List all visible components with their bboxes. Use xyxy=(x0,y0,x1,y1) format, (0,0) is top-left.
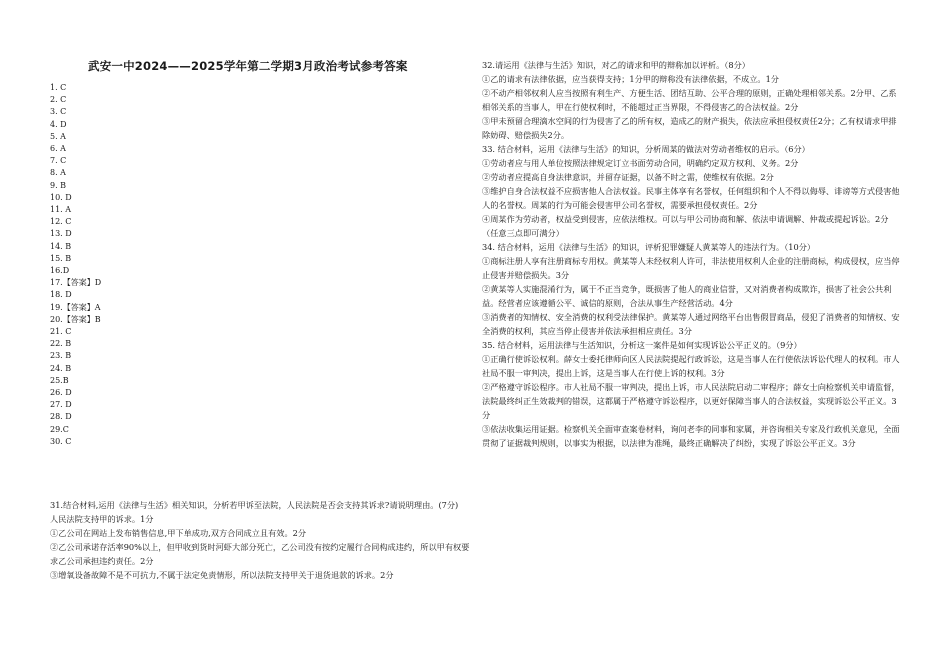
answer-item: 28. D xyxy=(50,412,72,422)
q32-answer-line: ①乙的请求有法律依据，应当获得支持；1分甲的辩称没有法律依据，不成立。1分 xyxy=(482,74,779,84)
answer-item: 30. C xyxy=(50,436,72,446)
question-31-answer xyxy=(50,512,470,582)
q31-answer-line: 人民法院支持甲的诉求。1分 xyxy=(50,514,154,524)
answer-item: 20.【答案】B xyxy=(50,314,101,324)
answer-item: 10. D xyxy=(50,192,72,202)
question-31-prompt: 31.结合材料,运用《法律与生活》相关知识，分析若甲诉至法院，人民法院是否会支持其诉求?请说明理由。(7分) xyxy=(50,500,459,510)
answer-item: 19.【答案】A xyxy=(50,302,101,312)
q33-answer-line: ②劳动者应提高自身法律意识，并留存证据，以备不时之需，使维权有依据。2分 xyxy=(482,172,774,182)
answer-item: 16.D xyxy=(50,266,70,276)
page-title: 武安一中2024——2025学年第二学期3月政治考试参考答案 xyxy=(88,59,408,73)
q34-answer-line: ②黄某等人实施混淆行为，属于不正当竞争，既损害了他人的商业信誉，又对消费者构成欺诈，损害了社会公共利益。经营者应该遵循公平、诚信的原则，合法从事生产经营活动。4分 xyxy=(482,284,892,308)
answer-item: 12. C xyxy=(50,217,72,227)
answer-item: 15. B xyxy=(50,253,72,263)
answer-item: 17.【答案】D xyxy=(50,278,102,288)
answer-item: 18. D xyxy=(50,290,72,300)
answer-item: 26. D xyxy=(50,388,72,398)
q32-answer-line: ③甲未预留合理滴水空间的行为侵害了乙的所有权，造成乙的财产损失，依法应承担侵权责任2分；乙有权请求甲排除妨碍、赔偿损失2分。 xyxy=(482,116,897,140)
answer-item: 5. A xyxy=(50,131,66,141)
answer-item: 27. D xyxy=(50,400,72,410)
q35-answer-line: ②严格遵守诉讼程序。市人社局不服一审判决，提出上诉，市人民法院启动二审程序；薛女士向检察机关申请监督，法院最终纠正生效裁判的错误，这都属于严格遵守诉讼程序，以更好保障当事人的合法权益，实现诉讼公平正义。3分 xyxy=(482,382,900,420)
q31-answer-line: ③增氧设备故障不是不可抗力,不属于法定免责情形，所以法院支持甲关于退货退款的诉求。2分 xyxy=(50,570,394,580)
q35-answer-line: ③依法收集运用证据。检察机关全面审查案卷材料，询问老李的同事和家属，并咨询相关专家及行政机关意见，全面贯彻了证据裁判规则，以事实为根据，以法律为准绳，最终正确解决了纠纷，实现了诉讼公平正义。3分 xyxy=(482,424,900,448)
q31-answer-line: ①乙公司在网站上发布销售信息,甲下单成功,双方合同成立且有效。2分 xyxy=(50,528,307,538)
answer-item: 1. C xyxy=(50,83,67,92)
answer-item: 14. B xyxy=(50,241,72,251)
q33-answer-line: ③维护自身合法权益不应损害他人合法权益。民事主体享有名誉权，任何组织和个人不得以侮辱、诽谤等方式侵害他人的名誉权。周某的行为可能会侵害甲公司名誉权，需要承担侵权责任。2分 xyxy=(482,186,900,210)
q34-answer-line: ①商标注册人享有注册商标专用权。黄某等人未经权利人许可，非法使用权利人企业的注册商标，构成侵权，应当停止侵害并赔偿损失。3分 xyxy=(482,256,900,280)
answer-item: 22. B xyxy=(50,339,72,349)
answer-item: 24. B xyxy=(50,363,72,373)
question-35-answer xyxy=(482,352,902,450)
answer-analysis xyxy=(482,58,902,450)
question-34-answer xyxy=(482,254,902,338)
answer-item: 9. B xyxy=(50,180,67,190)
question-33-answer xyxy=(482,156,902,240)
answer-item: 21. C xyxy=(50,327,72,337)
q31-answer-line: ②乙公司承诺存活率90%以上，但甲收到货时河虾大部分死亡，乙公司没有按约定履行合同构成违约，所以甲有权要求乙公司承担违约责任。2分 xyxy=(50,542,470,566)
answer-item: 7. C xyxy=(50,156,67,166)
answer-item: 6. A xyxy=(50,144,66,154)
question-33-prompt: 33. 结合材料，运用《法律与生活》的知识，分析周某的做法对劳动者维权的启示。（6分） xyxy=(482,144,810,154)
question-31 xyxy=(50,498,470,582)
answer-item: 13. D xyxy=(50,229,72,239)
answer-item: 29.C xyxy=(50,424,69,434)
answer-item: 25.B xyxy=(50,375,69,385)
q32-answer-line: ②不动产相邻权利人应当按照有利生产、方便生活、团结互助、公平合理的原则，正确处理相邻关系。2分甲、乙系相邻关系的当事人，甲在行使权利时，不能超过正当界限，不得侵害乙的合法权益。2分 xyxy=(482,88,897,112)
answer-item: 11. A xyxy=(50,205,72,215)
answer-item: 23. B xyxy=(50,351,72,361)
question-32-answer xyxy=(482,72,902,142)
q35-answer-line: ①正确行使诉讼权利。薛女士委托律师向区人民法院提起行政诉讼，这是当事人在行使依法诉讼代理人的权利。市人社局不服一审判决，提出上诉，这是当事人在行使上诉的权利。3分 xyxy=(482,354,900,378)
answer-key-list xyxy=(50,82,101,448)
q33-answer-line: ①劳动者应与用人单位按照法律规定订立书面劳动合同，明确约定双方权利、义务。2分 xyxy=(482,158,799,168)
question-34-prompt: 34. 结合材料，运用《法律与生活》的知识，评析犯罪嫌疑人黄某等人的违法行为。（10分） xyxy=(482,242,816,252)
question-32-prompt: 32.请运用《法律与生活》知识，对乙的请求和甲的辩称加以评析。（8分） xyxy=(482,60,750,70)
q33-answer-line: ④周某作为劳动者，权益受到侵害，应依法维权。可以与甲公司协商和解、依法申请调解、仲裁或提起诉讼。2分（任意三点即可满分） xyxy=(482,214,889,238)
answer-item: 8. A xyxy=(50,168,66,178)
answer-item: 4. D xyxy=(50,119,67,129)
question-35-prompt: 35. 结合材料，运用法律与生活知识，分析这一案件是如何实现诉讼公平正义的。（9分） xyxy=(482,340,802,350)
answer-item: 2. C xyxy=(50,95,67,105)
q34-answer-line: ③消费者的知情权、安全消费的权利受法律保护。黄某等人通过网络平台出售假冒商品，侵犯了消费者的知情权、安全消费的权利，其应当停止侵害并依法承担相应责任。3分 xyxy=(482,312,900,336)
answer-item: 3. C xyxy=(50,107,67,117)
